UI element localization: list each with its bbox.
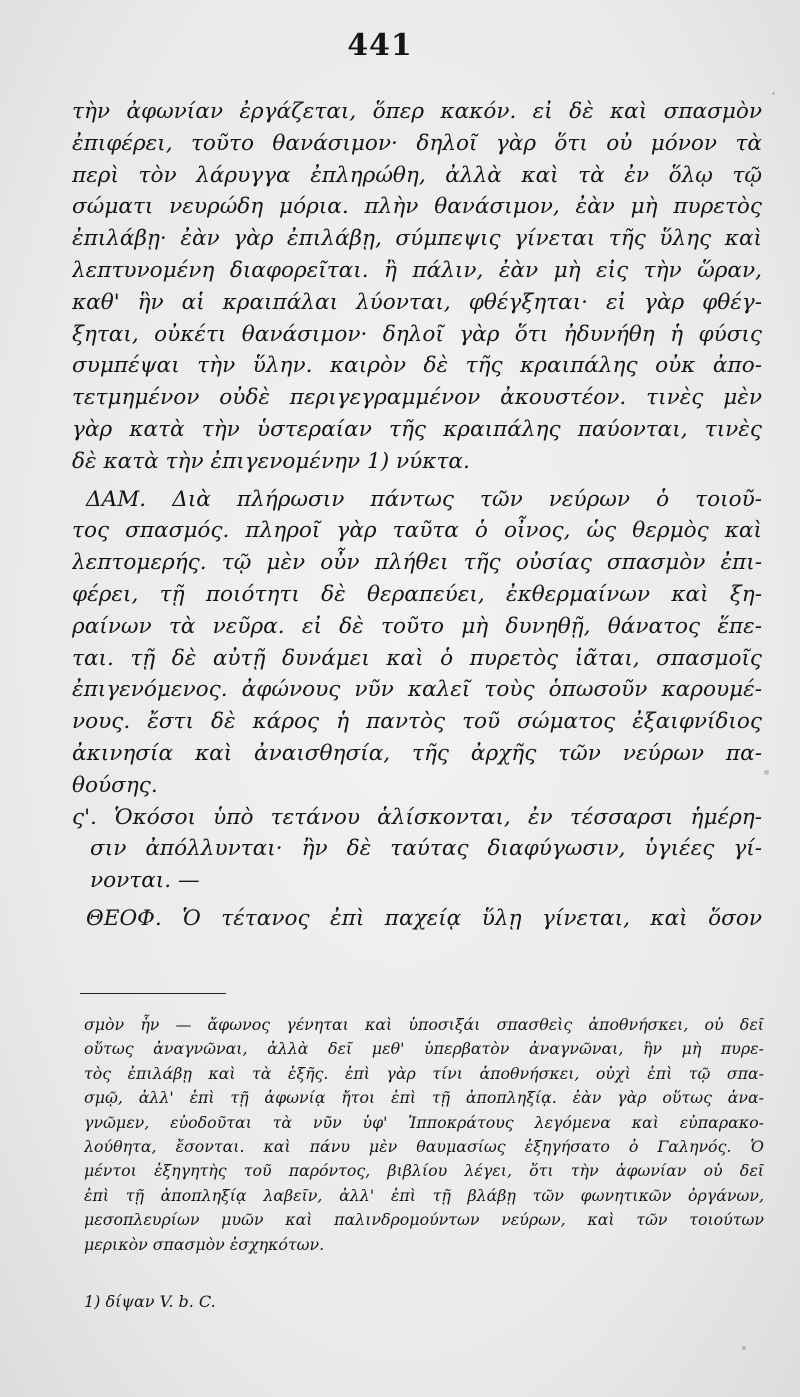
note-line: μεσοπλευρίων μυῶν καὶ παλινδρομούντων νεύρων, καὶ τῶν τοιούτων xyxy=(84,1210,764,1230)
note-line: τὸς ἐπιλάβῃ καὶ τὰ ἑξῆς. ἐπὶ γὰρ τίνι ἀποθνήσκει, οὐχὶ ἐπὶ τῷ σπα- xyxy=(84,1063,764,1083)
aphorism-line: ς'. Ὁκόσοι ὑπὸ τετάνου ἁλίσκονται, ἐν τέσσαρσι ἡμέρη- xyxy=(72,804,762,830)
text-line: ἐπιλάβῃ· ἐὰν γὰρ ἐπιλάβῃ, σύμπεψις γίνεται τῆς ὕλης καὶ xyxy=(72,226,762,252)
text-line: λεπτυνομένη διαφορεῖται. ἢ πάλιν, ἐὰν μὴ εἰς τὴν ὥραν, xyxy=(72,257,762,283)
note-line: σμῷ, ἀλλ' ἐπὶ τῇ ἀφωνίᾳ ἤτοι ἐπὶ τῇ ἀποπληξίᾳ. ἐὰν γὰρ οὕτως ἀνα- xyxy=(84,1088,764,1108)
paper-speck xyxy=(772,92,775,95)
aphorism-line: σιν ἀπόλλυνται· ἢν δὲ ταύτας διαφύγωσιν, ὑγιέες γί- xyxy=(90,836,762,862)
note-line: ἐπὶ τῇ ἀποπληξίᾳ λαβεῖν, ἀλλ' ἐπὶ τῇ βλάβῃ τῶν φωνητικῶν ὀργάνων, xyxy=(84,1185,764,1205)
footnote-separator-rule xyxy=(80,993,226,994)
speaker-paragraph-line: ΔΑΜ. Διὰ πλήρωσιν πάντως τῶν νεύρων ὁ τοιοῦ- xyxy=(86,486,762,512)
text-line: περὶ τὸν λάρυγγα ἐπληρώθη, ἀλλὰ καὶ τὰ ἐν ὅλῳ τῷ xyxy=(72,162,762,188)
text-line: γὰρ κατὰ τὴν ὑστεραίαν τῆς κραιπάλης παύονται, τινὲς xyxy=(72,416,762,442)
footnote-variant-reading: 1) δίψαν V. b. C. xyxy=(84,1292,216,1311)
text-line: νους. ἔστι δὲ κάρος ἡ παντὸς τοῦ σώματος ἐξαιφνίδιος xyxy=(72,709,762,735)
text-line: ἐπιγενόμενος. ἀφώνους νῦν καλεῖ τοὺς ὁπωσοῦν καρουμέ- xyxy=(72,677,762,703)
text-line: τὴν ἀφωνίαν ἐργάζεται, ὅπερ κακόν. εἰ δὲ καὶ σπασμὸν xyxy=(72,99,762,124)
note-line: γνῶμεν, εὐοδοῦται τὰ νῦν ὑφ' Ἱπποκράτους λεγόμενα καὶ εὐπαρακο- xyxy=(84,1112,764,1132)
text-line: ἀκινησία καὶ ἀναισθησία, τῆς ἀρχῆς τῶν νεύρων πα- xyxy=(72,740,762,766)
text-line: τετμημένον οὐδὲ περιγεγραμμένον ἀκουστέον. τινὲς μὲν xyxy=(72,385,762,411)
page-number: 441 xyxy=(347,28,413,63)
text-line: καθ' ἣν αἱ κραιπάλαι λύονται, φθέγξηται· εἰ γὰρ φθέγ- xyxy=(72,289,762,315)
note-line: μερικὸν σπασμὸν ἐσχηκότων. xyxy=(84,1234,325,1254)
text-line: ξηται, οὐκέτι θανάσιμον· δηλοῖ γὰρ ὅτι ἠδυνήθη ἡ φύσις xyxy=(72,321,762,347)
paper-speck xyxy=(742,1346,746,1350)
note-line: λούθητα, ἔσονται. καὶ πάνυ μὲν θαυμασίως ἐξηγήσατο ὁ Γαληνός. Ὁ xyxy=(84,1136,764,1156)
text-line: συμπέψαι τὴν ὕλην. καιρὸν δὲ τῆς κραιπάλης οὐκ ἀπο- xyxy=(72,353,762,379)
text-line: θούσης. xyxy=(72,772,158,798)
text-line: ραίνων τὰ νεῦρα. εἰ δὲ τοῦτο μὴ δυνηθῇ, θάνατος ἕπε- xyxy=(72,613,762,639)
text-line: λεπτομερής. τῷ μὲν οὖν πλήθει τῆς οὐσίας σπασμὸν ἐπι- xyxy=(72,550,762,576)
aphorism-line: νονται. — xyxy=(90,868,200,894)
note-line: σμὸν ἦν — ἄφωνος γένηται καὶ ὑποσιξάι σπασθεὶς ἀποθνήσκει, οὐ δεῖ xyxy=(84,1015,764,1034)
text-line: ἐπιφέρει, τοῦτο θανάσιμον· δηλοῖ γὰρ ὅτι οὐ μόνον τὰ xyxy=(72,130,762,156)
paper-speck xyxy=(764,770,769,775)
speaker-paragraph-line: ΘΕΟΦ. Ὁ τέτανος ἐπὶ παχείᾳ ὕλῃ γίνεται, καὶ ὅσον xyxy=(86,905,762,931)
text-line: φέρει, τῇ ποιότητι δὲ θεραπεύει, ἐκθερμαίνων καὶ ξη- xyxy=(72,581,762,607)
text-line: δὲ κατὰ τὴν ἐπιγενομένην 1) νύκτα. xyxy=(72,448,470,474)
text-line: τος σπασμός. πληροῖ γὰρ ταῦτα ὁ οἶνος, ὡς θερμὸς καὶ xyxy=(72,518,762,544)
text-line: ται. τῇ δὲ αὐτῇ δυνάμει καὶ ὁ πυρετὸς ἰᾶται, σπασμοῖς xyxy=(72,645,762,671)
footnote-notes-block xyxy=(84,1013,764,1257)
note-line: οὕτως ἀναγνῶναι, ἀλλὰ δεῖ μεθ' ὑπερβατὸν ἀναγνῶναι, ἢν μὴ πυρε- xyxy=(84,1039,764,1059)
text-line: σώματι νευρώδη μόρια. πλὴν θανάσιμον, ἐὰν μὴ πυρετὸς xyxy=(72,194,762,220)
note-line: μέντοι ἐξηγητὴς τοῦ παρόντος, βιβλίου λέγει, ὅτι τὴν ἀφωνίαν οὐ δεῖ xyxy=(84,1161,764,1181)
main-text-block xyxy=(72,96,762,935)
